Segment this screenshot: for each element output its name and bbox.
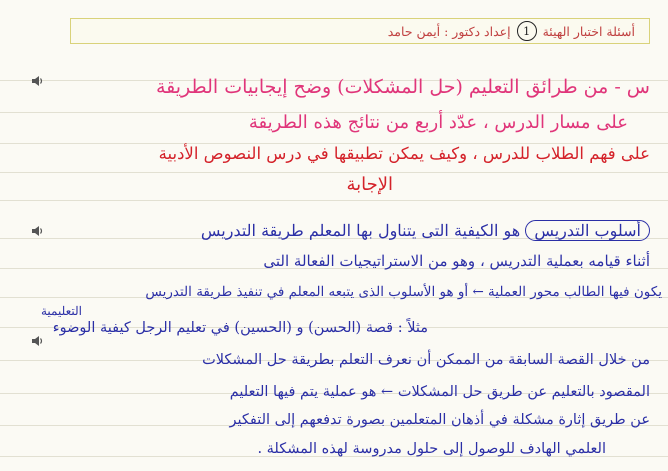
answer-line-3-note: التعليمية [41,304,82,318]
header-author: إعداد دكتور : أيمن حامد [387,23,511,39]
answer-line-2: أثناء قيامه بعملية التدريس ، وهو من الاستراتيجيات الفعالة التى [263,252,650,270]
answer-line-7: عن طريق إثارة مشكلة في أذهان المتعلمين بصورة تدفعهم إلى التفكير [229,412,650,428]
answer-line-5: من خلال القصة السابقة من الممكن أن نعرف التعلم بطريقة حل المشكلات [202,352,650,368]
question-line-2: على مسار الدرس ، عدّد أربع من نتائج هذه الطريقة [248,112,628,133]
answer-heading: الإجابة [346,174,393,195]
answer-line-1-text: هو الكيفية التى يتناول بها المعلم طريقة التدريس [200,221,521,240]
page-number-badge: 1 [517,21,537,41]
answer-line-3: يكون فيها الطالب محور العملية ← أو هو الأسلوب الذى يتبعه المعلم في تنفيذ طريقة التدريس [145,284,662,300]
term-bubble: أسلوب التدريس [525,220,650,241]
answer-line-8: العلمي الهادف للوصول إلى حلول مدروسة لهذه المشكلة . [257,441,606,457]
question-line-3: على فهم الطلاب للدرس ، وكيف يمكن تطبيقها في درس النصوص الأدبية [158,144,650,163]
header-title: أسئلة اختبار الهيئة [542,23,635,39]
speaker-icon[interactable] [30,224,44,238]
page-header [70,18,650,44]
speaker-icon[interactable] [30,334,44,348]
answer-line-4: مثلاً : قصة (الحسن) و (الحسين) في تعليم الرجل كيفية الوضوء [52,320,428,336]
ruled-line [0,172,668,173]
answer-line-6: المقصود بالتعليم عن طريق حل المشكلات ← هو عملية يتم فيها التعليم [229,384,650,400]
question-line-1: س - من طرائق التعليم (حل المشكلات) وضح إيجابيات الطريقة [155,76,650,98]
answer-line-1 [201,220,650,241]
ruled-line [0,200,668,201]
speaker-icon[interactable] [30,74,44,88]
